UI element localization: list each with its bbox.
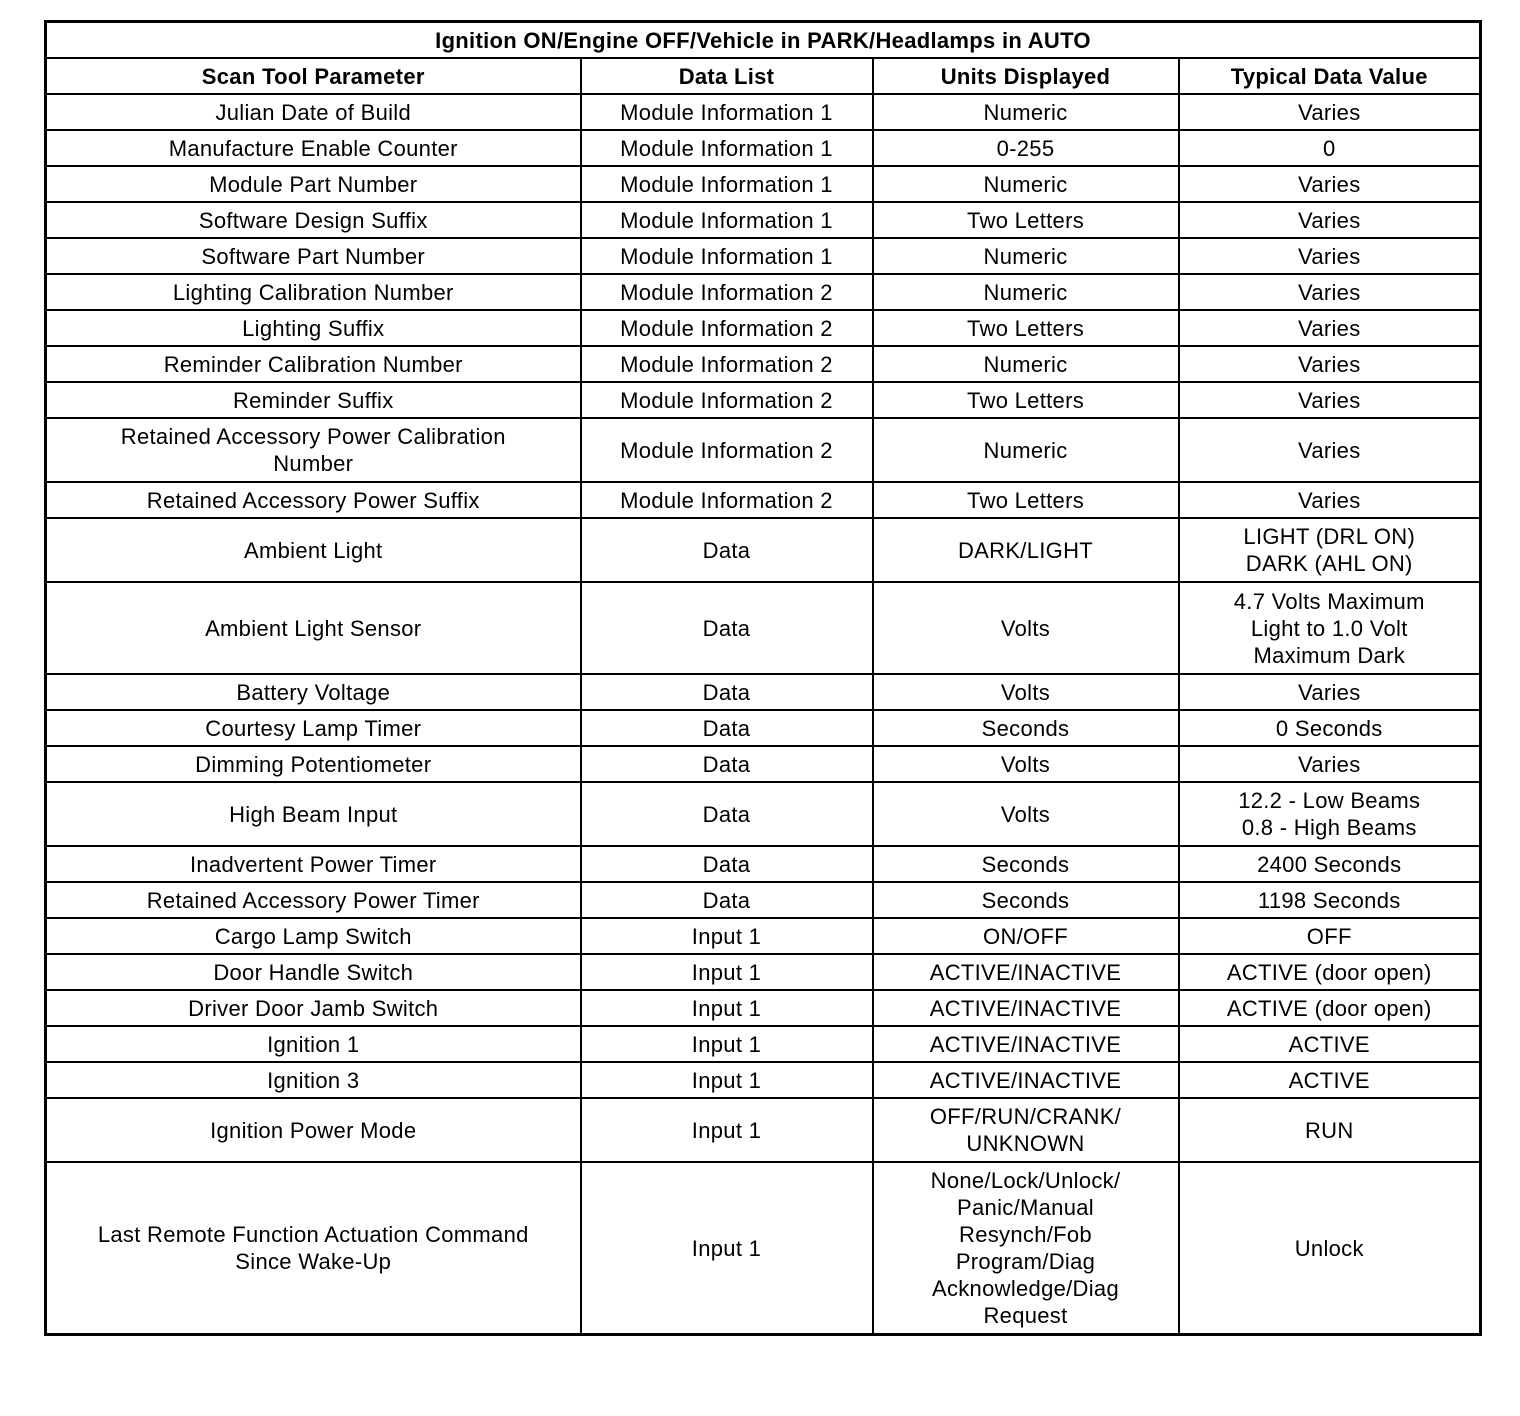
cell-data-list: Input 1 bbox=[581, 1098, 873, 1162]
cell-typical-value: Unlock bbox=[1179, 1162, 1481, 1335]
cell-data-list: Module Information 1 bbox=[581, 130, 873, 166]
cell-typical-value: 12.2 - Low Beams 0.8 - High Beams bbox=[1179, 782, 1481, 846]
cell-parameter: Dimming Potentiometer bbox=[46, 746, 581, 782]
cell-data-list: Data bbox=[581, 518, 873, 582]
table-row bbox=[46, 746, 1481, 782]
cell-units: ACTIVE/INACTIVE bbox=[873, 990, 1179, 1026]
cell-units: Two Letters bbox=[873, 482, 1179, 518]
table-row bbox=[46, 274, 1481, 310]
table-row bbox=[46, 238, 1481, 274]
table-row bbox=[46, 130, 1481, 166]
cell-parameter: Courtesy Lamp Timer bbox=[46, 710, 581, 746]
cell-typical-value: 0 bbox=[1179, 130, 1481, 166]
cell-units: Two Letters bbox=[873, 310, 1179, 346]
table-row bbox=[46, 482, 1481, 518]
cell-typical-value: Varies bbox=[1179, 166, 1481, 202]
cell-parameter: Cargo Lamp Switch bbox=[46, 918, 581, 954]
cell-parameter: Software Part Number bbox=[46, 238, 581, 274]
cell-parameter: Ignition 1 bbox=[46, 1026, 581, 1062]
cell-units: Numeric bbox=[873, 346, 1179, 382]
cell-typical-value: Varies bbox=[1179, 418, 1481, 482]
cell-data-list: Module Information 2 bbox=[581, 482, 873, 518]
cell-data-list: Module Information 2 bbox=[581, 274, 873, 310]
header-units-displayed: Units Displayed bbox=[873, 58, 1179, 94]
cell-data-list: Module Information 2 bbox=[581, 418, 873, 482]
cell-typical-value: Varies bbox=[1179, 346, 1481, 382]
table-row bbox=[46, 94, 1481, 130]
cell-units: DARK/LIGHT bbox=[873, 518, 1179, 582]
table-row bbox=[46, 954, 1481, 990]
cell-data-list: Data bbox=[581, 674, 873, 710]
cell-data-list: Module Information 2 bbox=[581, 310, 873, 346]
cell-parameter: High Beam Input bbox=[46, 782, 581, 846]
cell-data-list: Input 1 bbox=[581, 954, 873, 990]
cell-parameter: Manufacture Enable Counter bbox=[46, 130, 581, 166]
cell-units: Seconds bbox=[873, 846, 1179, 882]
cell-typical-value: ACTIVE (door open) bbox=[1179, 954, 1481, 990]
table-row bbox=[46, 382, 1481, 418]
cell-data-list: Input 1 bbox=[581, 918, 873, 954]
cell-units: Numeric bbox=[873, 418, 1179, 482]
cell-parameter: Lighting Calibration Number bbox=[46, 274, 581, 310]
cell-data-list: Data bbox=[581, 882, 873, 918]
cell-parameter: Door Handle Switch bbox=[46, 954, 581, 990]
cell-data-list: Module Information 2 bbox=[581, 346, 873, 382]
cell-parameter: Last Remote Function Actuation Command Since Wake-Up bbox=[46, 1162, 581, 1335]
cell-units: Seconds bbox=[873, 710, 1179, 746]
table-row bbox=[46, 310, 1481, 346]
table-row bbox=[46, 710, 1481, 746]
cell-typical-value: ACTIVE bbox=[1179, 1026, 1481, 1062]
table-header-row bbox=[46, 58, 1481, 94]
cell-data-list: Module Information 1 bbox=[581, 166, 873, 202]
table-row bbox=[46, 1062, 1481, 1098]
table-body bbox=[46, 94, 1481, 1335]
header-scan-tool-parameter: Scan Tool Parameter bbox=[46, 58, 581, 94]
table-row bbox=[46, 674, 1481, 710]
cell-parameter: Ignition 3 bbox=[46, 1062, 581, 1098]
table-row bbox=[46, 846, 1481, 882]
cell-units: OFF/RUN/CRANK/ UNKNOWN bbox=[873, 1098, 1179, 1162]
cell-data-list: Data bbox=[581, 746, 873, 782]
cell-typical-value: Varies bbox=[1179, 482, 1481, 518]
cell-parameter: Ignition Power Mode bbox=[46, 1098, 581, 1162]
cell-units: Two Letters bbox=[873, 382, 1179, 418]
cell-units: Seconds bbox=[873, 882, 1179, 918]
cell-typical-value: Varies bbox=[1179, 674, 1481, 710]
scan-tool-data-table bbox=[44, 20, 1482, 1336]
cell-parameter: Lighting Suffix bbox=[46, 310, 581, 346]
cell-parameter: Software Design Suffix bbox=[46, 202, 581, 238]
cell-typical-value: ACTIVE bbox=[1179, 1062, 1481, 1098]
cell-units: Volts bbox=[873, 782, 1179, 846]
cell-data-list: Module Information 1 bbox=[581, 238, 873, 274]
cell-typical-value: Varies bbox=[1179, 202, 1481, 238]
cell-typical-value: ACTIVE (door open) bbox=[1179, 990, 1481, 1026]
table-row bbox=[46, 882, 1481, 918]
cell-data-list: Module Information 2 bbox=[581, 382, 873, 418]
cell-typical-value: Varies bbox=[1179, 94, 1481, 130]
table-row bbox=[46, 346, 1481, 382]
cell-data-list: Data bbox=[581, 710, 873, 746]
cell-units: ACTIVE/INACTIVE bbox=[873, 1026, 1179, 1062]
cell-typical-value: Varies bbox=[1179, 310, 1481, 346]
cell-units: Volts bbox=[873, 746, 1179, 782]
cell-parameter: Retained Accessory Power Timer bbox=[46, 882, 581, 918]
cell-units: Numeric bbox=[873, 94, 1179, 130]
cell-units: Volts bbox=[873, 674, 1179, 710]
table-title-row bbox=[46, 22, 1481, 59]
cell-parameter: Inadvertent Power Timer bbox=[46, 846, 581, 882]
table-row bbox=[46, 782, 1481, 846]
cell-data-list: Input 1 bbox=[581, 1162, 873, 1335]
cell-parameter: Module Part Number bbox=[46, 166, 581, 202]
cell-typical-value: LIGHT (DRL ON) DARK (AHL ON) bbox=[1179, 518, 1481, 582]
cell-typical-value: 1198 Seconds bbox=[1179, 882, 1481, 918]
table-row bbox=[46, 582, 1481, 674]
cell-parameter: Battery Voltage bbox=[46, 674, 581, 710]
table-row bbox=[46, 166, 1481, 202]
cell-typical-value: OFF bbox=[1179, 918, 1481, 954]
cell-data-list: Data bbox=[581, 782, 873, 846]
cell-data-list: Module Information 1 bbox=[581, 94, 873, 130]
table-row bbox=[46, 1098, 1481, 1162]
cell-data-list: Data bbox=[581, 846, 873, 882]
table-row bbox=[46, 918, 1481, 954]
cell-typical-value: 0 Seconds bbox=[1179, 710, 1481, 746]
cell-units: Numeric bbox=[873, 166, 1179, 202]
cell-typical-value: 4.7 Volts Maximum Light to 1.0 Volt Maximum Dark bbox=[1179, 582, 1481, 674]
cell-data-list: Input 1 bbox=[581, 1026, 873, 1062]
cell-units: ACTIVE/INACTIVE bbox=[873, 1062, 1179, 1098]
table-row bbox=[46, 1026, 1481, 1062]
cell-parameter: Ambient Light bbox=[46, 518, 581, 582]
cell-parameter: Julian Date of Build bbox=[46, 94, 581, 130]
cell-parameter: Reminder Calibration Number bbox=[46, 346, 581, 382]
table-row bbox=[46, 202, 1481, 238]
cell-parameter: Driver Door Jamb Switch bbox=[46, 990, 581, 1026]
cell-parameter: Reminder Suffix bbox=[46, 382, 581, 418]
table-row bbox=[46, 990, 1481, 1026]
cell-parameter: Ambient Light Sensor bbox=[46, 582, 581, 674]
cell-data-list: Data bbox=[581, 582, 873, 674]
cell-units: None/Lock/Unlock/ Panic/Manual Resynch/Fob Program/Diag Acknowledge/Diag Request bbox=[873, 1162, 1179, 1335]
cell-parameter: Retained Accessory Power Suffix bbox=[46, 482, 581, 518]
cell-units: Volts bbox=[873, 582, 1179, 674]
cell-typical-value: RUN bbox=[1179, 1098, 1481, 1162]
cell-typical-value: Varies bbox=[1179, 238, 1481, 274]
cell-typical-value: Varies bbox=[1179, 274, 1481, 310]
cell-units: Numeric bbox=[873, 238, 1179, 274]
cell-units: Two Letters bbox=[873, 202, 1179, 238]
table-row bbox=[46, 418, 1481, 482]
cell-units: ON/OFF bbox=[873, 918, 1179, 954]
cell-typical-value: Varies bbox=[1179, 746, 1481, 782]
cell-data-list: Module Information 1 bbox=[581, 202, 873, 238]
cell-units: ACTIVE/INACTIVE bbox=[873, 954, 1179, 990]
cell-data-list: Input 1 bbox=[581, 1062, 873, 1098]
table-row bbox=[46, 1162, 1481, 1335]
cell-units: 0-255 bbox=[873, 130, 1179, 166]
header-data-list: Data List bbox=[581, 58, 873, 94]
cell-data-list: Input 1 bbox=[581, 990, 873, 1026]
table-title: Ignition ON/Engine OFF/Vehicle in PARK/Headlamps in AUTO bbox=[46, 22, 1481, 59]
cell-parameter: Retained Accessory Power Calibration Number bbox=[46, 418, 581, 482]
cell-units: Numeric bbox=[873, 274, 1179, 310]
cell-typical-value: 2400 Seconds bbox=[1179, 846, 1481, 882]
table-row bbox=[46, 518, 1481, 582]
header-typical-data-value: Typical Data Value bbox=[1179, 58, 1481, 94]
cell-typical-value: Varies bbox=[1179, 382, 1481, 418]
